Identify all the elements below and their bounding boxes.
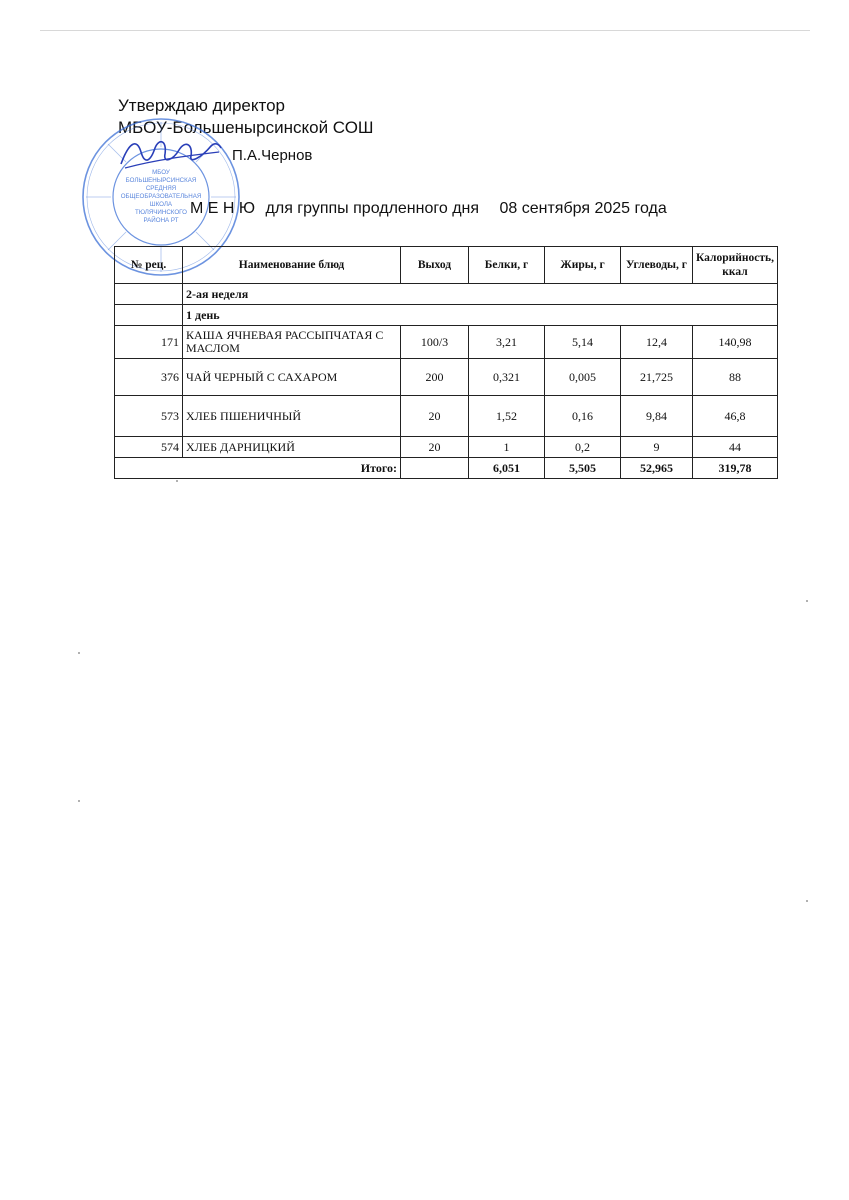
- row-fats: 5,14: [545, 326, 621, 359]
- row-calories: 44: [693, 437, 778, 458]
- director-signature: [115, 130, 225, 175]
- total-output-empty: [401, 458, 469, 479]
- row-name: ЧАЙ ЧЕРНЫЙ С САХАРОМ: [183, 359, 401, 396]
- total-carbs: 52,965: [621, 458, 693, 479]
- table-header-row: [115, 247, 778, 284]
- scan-speck: [78, 652, 80, 654]
- stamp-line-4: ОБЩЕОБРАЗОВАТЕЛЬНАЯ: [120, 193, 202, 200]
- header-fats: Жиры, г: [545, 247, 621, 284]
- row-name: ХЛЕБ ПШЕНИЧНЫЙ: [183, 396, 401, 437]
- scan-speck: [806, 900, 808, 902]
- row-proteins: 1,52: [469, 396, 545, 437]
- row-calories: 46,8: [693, 396, 778, 437]
- row-fats: 0,2: [545, 437, 621, 458]
- row-name: ХЛЕБ ДАРНИЦКИЙ: [183, 437, 401, 458]
- menu-table: [114, 246, 778, 479]
- stamp-line-3: СРЕДНЯЯ: [145, 185, 177, 192]
- scan-speck: [806, 600, 808, 602]
- menu-word: М Е Н Ю: [190, 200, 256, 217]
- header-calories: Калорийность, ккал: [693, 247, 778, 284]
- row-fats: 0,005: [545, 359, 621, 396]
- row-output: 200: [401, 359, 469, 396]
- row-carbs: 21,725: [621, 359, 693, 396]
- approval-line-1: Утверждаю директор: [118, 96, 286, 115]
- row-carbs: 9: [621, 437, 693, 458]
- menu-group: для группы продленного дня: [265, 200, 480, 217]
- table-row: [115, 437, 778, 458]
- row-proteins: 1: [469, 437, 545, 458]
- table-row: [115, 396, 778, 437]
- table-row: [115, 359, 778, 396]
- stamp-line-5: ШКОЛА: [149, 201, 173, 208]
- row-num: 376: [115, 359, 183, 396]
- week-label: 2-ая неделя: [183, 284, 778, 305]
- row-calories: 88: [693, 359, 778, 396]
- total-proteins: 6,051: [469, 458, 545, 479]
- header-name: Наименование блюд: [183, 247, 401, 284]
- row-output: 20: [401, 437, 469, 458]
- header-proteins: Белки, г: [469, 247, 545, 284]
- table-row: [115, 326, 778, 359]
- stamp-line-7: РАЙОНА РТ: [143, 217, 179, 224]
- menu-date: 08 сентября 2025 года: [499, 200, 667, 217]
- row-proteins: 3,21: [469, 326, 545, 359]
- header-carbs: Углеводы, г: [621, 247, 693, 284]
- total-calories: 319,78: [693, 458, 778, 479]
- row-proteins: 0,321: [469, 359, 545, 396]
- total-row: [115, 458, 778, 479]
- row-num: 171: [115, 326, 183, 359]
- row-calories: 140,98: [693, 326, 778, 359]
- row-carbs: 12,4: [621, 326, 693, 359]
- scan-speck: [78, 800, 80, 802]
- row-fats: 0,16: [545, 396, 621, 437]
- total-label: Итого:: [115, 458, 401, 479]
- row-name: КАША ЯЧНЕВАЯ РАССЫПЧАТАЯ С МАСЛОМ: [183, 326, 401, 359]
- top-rule: [40, 30, 810, 31]
- row-output: 100/3: [401, 326, 469, 359]
- row-carbs: 9,84: [621, 396, 693, 437]
- header-output: Выход: [401, 247, 469, 284]
- scan-speck: [176, 480, 178, 482]
- menu-title: [190, 200, 673, 218]
- row-num: 573: [115, 396, 183, 437]
- week-row: [115, 284, 778, 305]
- stamp-line-1: МБОУ: [152, 169, 170, 176]
- director-name: П.А.Чернов: [232, 147, 313, 164]
- row-num: 574: [115, 437, 183, 458]
- stamp-line-6: ТЮЛЯЧИНСКОГО: [135, 209, 187, 216]
- header-num: № рец.: [115, 247, 183, 284]
- total-fats: 5,505: [545, 458, 621, 479]
- day-label: 1 день: [183, 305, 778, 326]
- stamp-line-2: БОЛЬШЕНЫРСИНСКАЯ: [125, 177, 197, 184]
- approval-line-2: МБОУ-Большенырсинской СОШ: [118, 118, 374, 137]
- day-row: [115, 305, 778, 326]
- row-output: 20: [401, 396, 469, 437]
